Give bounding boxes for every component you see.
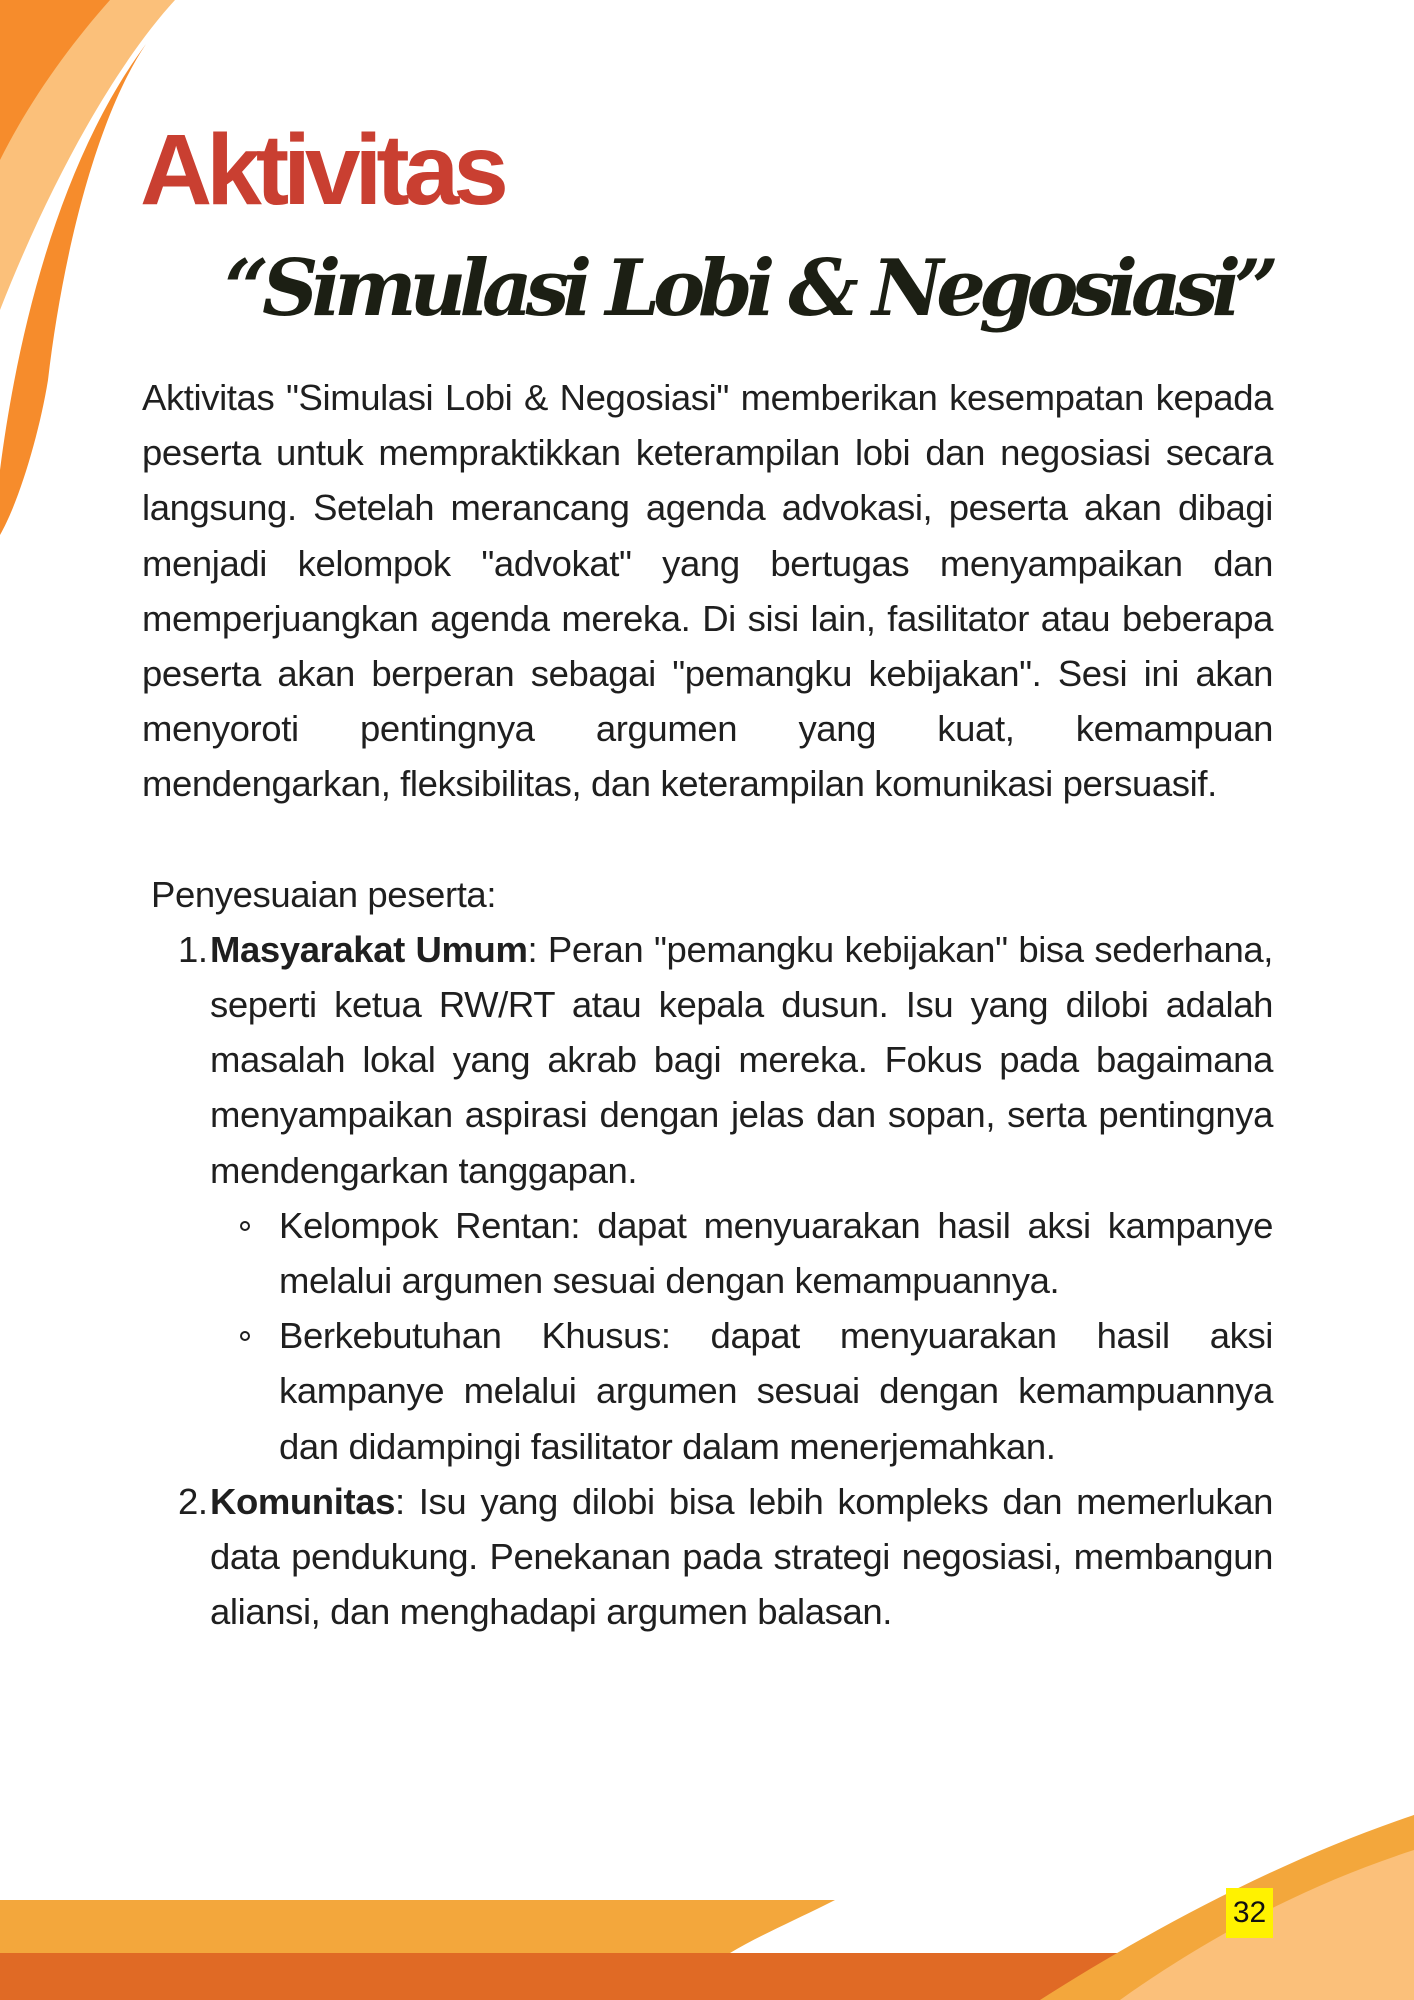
circle-bullet-icon bbox=[240, 1221, 250, 1231]
sub-item-berkebutuhan-khusus bbox=[210, 1308, 1273, 1474]
list-number: 2. bbox=[178, 1480, 208, 1522]
list-term: Komunitas bbox=[210, 1480, 395, 1522]
page-title: Aktivitas bbox=[140, 114, 503, 226]
sub-list bbox=[210, 1198, 1273, 1474]
sub-item-kelompok-rentan bbox=[210, 1198, 1273, 1308]
sub-item-text: Kelompok Rentan: dapat menyuarakan hasil aksi kampanye melalui argumen sesuai dengan kemampuannya. bbox=[279, 1204, 1273, 1302]
list-item-masyarakat-umum bbox=[142, 922, 1273, 1474]
list-number: 1. bbox=[178, 928, 208, 970]
sub-item-text: Berkebutuhan Khusus: dapat menyuarakan hasil aksi kampanye melalui argumen sesuai dengan kemampuannya dan didampingi fasilitator dalam menerjemahkan. bbox=[279, 1315, 1273, 1467]
page-number: 32 bbox=[1232, 1896, 1267, 1929]
bottom-band bbox=[0, 1815, 1414, 2000]
adjustment-list bbox=[142, 922, 1273, 1640]
list-text: : Peran "pemangku kebijakan" bisa sederhana, seperti ketua RW/RT atau kepala dusun. Isu yang dilobi adalah masalah lokal yang akrab bagi mereka. Fokus pada bagaimana menyampaikan aspirasi dengan jelas dan sopan, serta pentingnya mendengarkan tanggapan. bbox=[210, 928, 1273, 1191]
list-text: : Isu yang dilobi bisa lebih kompleks dan memerlukan data pendukung. Penekanan pada strategi negosiasi, membangun aliansi, dan menghadapi argumen balasan. bbox=[210, 1480, 1273, 1633]
list-item-komunitas bbox=[142, 1474, 1273, 1640]
content-body bbox=[142, 370, 1273, 1639]
list-term: Masyarakat Umum bbox=[210, 928, 528, 970]
activity-subtitle: “Simulasi Lobi & Negosiasi” bbox=[224, 243, 1272, 334]
circle-bullet-icon bbox=[240, 1331, 250, 1341]
adjustment-label: Penyesuaian peserta: bbox=[151, 873, 497, 915]
intro-paragraph: Aktivitas "Simulasi Lobi & Negosiasi" memberikan kesempatan kepada peserta untuk mempraktikkan keterampilan lobi dan negosiasi secara langsung. Setelah merancang agenda advokasi, peserta akan dibagi menjadi kelompok "advokat" yang bertugas menyampaikan dan memperjuangkan agenda mereka. Di sisi lain, fasilitator atau beberapa peserta akan berperan sebagai "pemangku kebijakan". Sesi ini akan menyoroti pentingnya argumen yang kuat, kemampuan mendengarkan, fleksibilitas, dan keterampilan komunikasi persuasif. bbox=[142, 377, 1273, 805]
